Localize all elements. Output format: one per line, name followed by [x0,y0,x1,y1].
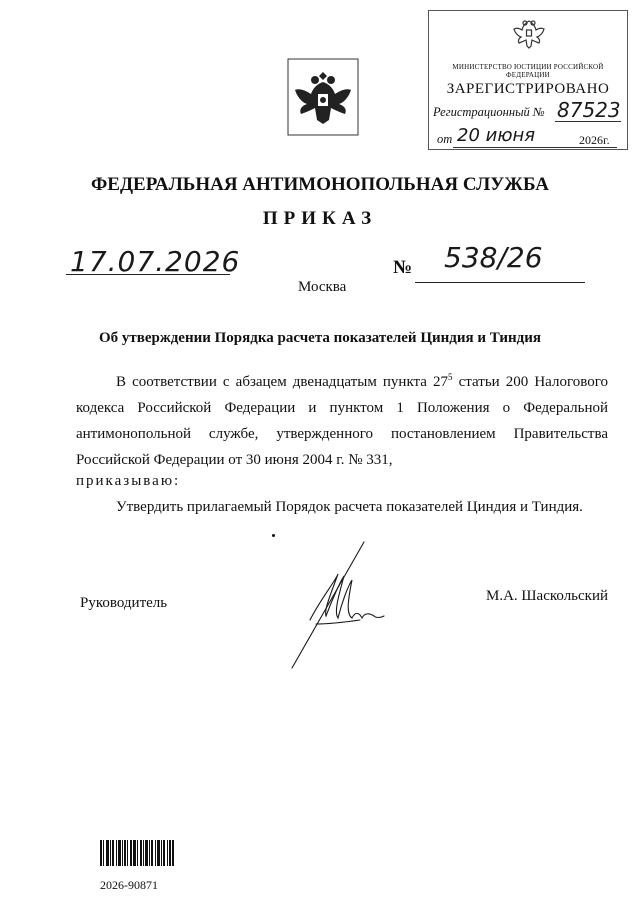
approve-paragraph: Утвердить прилагаемый Порядок расчета показателей Циндия и Тиндия. [116,499,583,515]
document-title: Об утверждении Порядка расчета показателей Циндия и Тиндия [98,330,542,346]
agency-name: ФЕДЕРАЛЬНАЯ АНТИМОНОПОЛЬНАЯ СЛУЖБА [90,174,549,195]
signer-name: М.А. Шаскольский [486,588,609,604]
body-part-1: В соответствии с абзацем двенадцатым пункта 27 [116,374,449,390]
body-part-2: статьи 200 Налогового кодекса Российской Федерации и пунктом 1 Положения о Федеральной антимонопольной службе, утвержденного постановлением Правительства Российской Федерации от 30 июня 2004 г. № 331, [76,374,608,468]
stamp-date: 20 июня [457,125,536,146]
stamp-number-underline [555,121,621,122]
document-code: 2026-90871 [100,878,158,892]
stamp-reg-number: 87523 [557,98,621,122]
city: Москва [298,279,347,295]
stamp-date-underline [453,147,617,148]
order-number: 538/26 [444,241,543,274]
stamp-ministry-label: МИНИСТЕРСТВО ЮСТИЦИИ РОССИЙСКОЙ ФЕДЕРАЦИИ [452,63,604,79]
registration-stamp [428,10,628,150]
handwritten-signature [280,540,390,670]
document-type: ПРИКАЗ [262,208,378,229]
decree-word: приказываю: [76,473,181,489]
date-underline [66,274,230,275]
stamp-status: ЗАРЕГИСТРИРОВАНО [446,81,610,97]
stamp-year: 2026г. [579,133,610,147]
number-underline [415,282,585,283]
body-paragraph [76,364,608,473]
ink-dot [272,534,275,537]
double-headed-eagle-icon [287,58,359,136]
order-date: 17.07.2026 [70,245,241,278]
signer-role: Руководитель [80,595,168,611]
barcode-icon [100,840,174,866]
body-superscript: 5 [448,372,453,382]
number-sign: № [393,257,413,278]
double-headed-eagle-icon [511,15,547,51]
stamp-reg-number-label: Регистрационный № [433,105,545,119]
stamp-date-label: от [437,132,453,146]
